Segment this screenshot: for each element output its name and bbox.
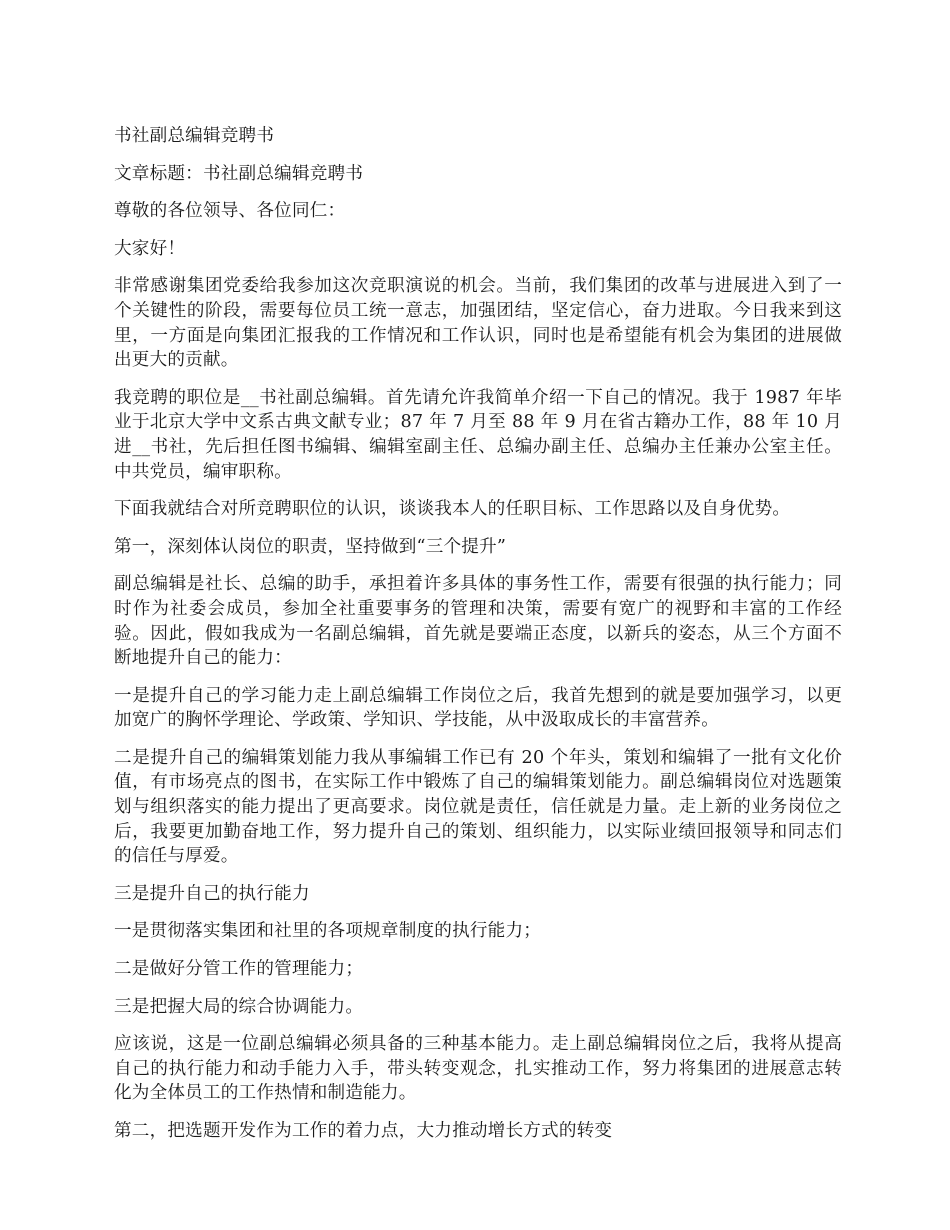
paragraph-summary: 应该说，这是一位副总编辑必须具备的三种基本能力。走上副总编辑岗位之后，我将从提高自己的执行能力和动手能力入手，带头转变观念，扎实推动工作，努力将集团的进展意志转化为全体员工的工作热情和制造能力。	[114, 1034, 842, 1104]
paragraph-role: 副总编辑是社长、总编的助手，承担着许多具体的事务性工作，需要有很强的执行能力；同时作为社委会成员，参加全社重要事务的管理和决策，需要有宽广的视野和丰富的工作经验。因此，假如我成为一名副总编辑，首先就是要端正态度，以新兵的姿态，从三个方面不断地提升自己的能力：	[114, 574, 842, 669]
paragraph-learning: 一是提升自己的学习能力走上副总编辑工作岗位之后，我首先想到的就是要加强学习，以更加宽广的胸怀学理论、学政策、学知识、学技能，从中汲取成长的丰富营养。	[114, 685, 842, 731]
list-item-execution-1: 一是贯彻落实集团和社里的各项规章制度的执行能力；	[114, 921, 542, 942]
document-page	[114, 124, 842, 1157]
article-title-line: 文章标题：书社副总编辑竞聘书	[114, 163, 364, 184]
paragraph-background: 我竞聘的职位是__书社副总编辑。首先请允许我简单介绍一下自己的情况。我于 1987 年毕业于北京大学中文系古典文献专业；87 年 7 月至 88 年 9 月在省古籍办工作，88 年 10 月进__书社，先后担任图书编辑、编辑室副主任、总编办副主任、总编办主任兼办公室主任。中共党员，编审职称。	[114, 387, 842, 482]
paragraph-outline: 下面我就结合对所竞聘职位的认识，谈谈我本人的任职目标、工作思路以及自身优势。	[114, 499, 791, 520]
document-title: 书社副总编辑竞聘书	[114, 126, 275, 146]
paragraph-editing: 二是提升自己的编辑策划能力我从事编辑工作已有 20 个年头，策划和编辑了一批有文化价值，有市场亮点的图书，在实际工作中锻炼了自己的编辑策划能力。副总编辑岗位对选题策划与组织落实的能力提出了更高要求。岗位就是责任，信任就是力量。走上新的业务岗位之后，我要更加勤奋地工作，努力提升自己的策划、组织能力，以实际业绩回报领导和同志们的信任与厚爱。	[114, 747, 842, 867]
greeting: 大家好！	[114, 238, 186, 259]
paragraph-execution-heading: 三是提升自己的执行能力	[114, 883, 310, 904]
section-heading-first: 第一，深刻体认岗位的职责，坚持做到“三个提升”	[114, 536, 507, 557]
list-item-execution-3: 三是把握大局的综合协调能力。	[114, 996, 364, 1017]
section-heading-second: 第二，把选题开发作为工作的着力点，大力推动增长方式的转变	[114, 1121, 613, 1141]
salutation: 尊敬的各位领导、各位同仁：	[114, 201, 346, 222]
paragraph-intro: 非常感谢集团党委给我参加这次竞职演说的机会。当前，我们集团的改革与进展进入到了一个关键性的阶段，需要每位员工统一意志，加强团结，坚定信心，奋力进取。今日我来到这里，一方面是向集团汇报我的工作情况和工作认识，同时也是希望能有机会为集团的进展做出更大的贡献。	[114, 276, 842, 371]
list-item-execution-2: 二是做好分管工作的管理能力；	[114, 959, 364, 980]
